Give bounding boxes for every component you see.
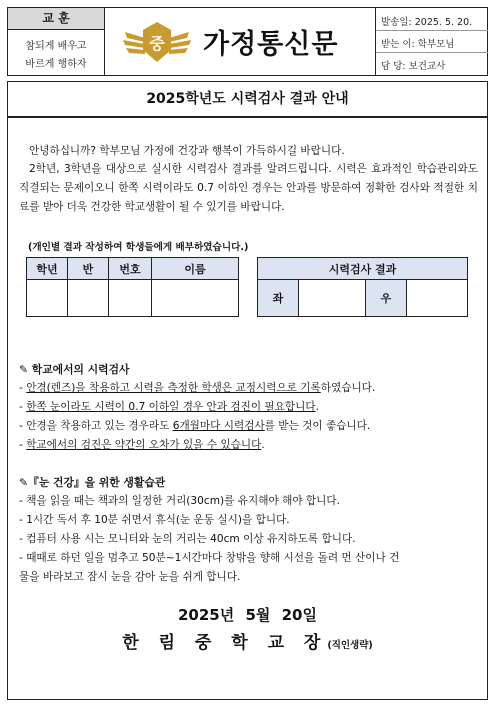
intro-greeting: 안녕하십니까? 학부모님 가정에 건강과 행복이 가득하시길 바랍니다. — [29, 145, 345, 157]
closing-date: 2025년 5월 20일 — [178, 606, 317, 624]
right-eye-value — [407, 280, 468, 317]
header-name: 이름 — [152, 258, 239, 280]
grade-cell — [27, 280, 68, 317]
page-title: 2025학년도 시력검사 결과 안내 — [8, 82, 487, 118]
school-exam-item: - 안경(렌즈)을 착용하고 시력을 측정한 학생은 교정시력으로 기록하였습니다. — [19, 382, 376, 394]
student-info-table — [26, 257, 239, 317]
meta-divider — [376, 30, 488, 31]
eye-health-item: - 컴퓨터 사용 시는 모니터와 눈의 거리는 40cm 이상 유지하도록 합니다. — [19, 533, 356, 545]
svg-text:중: 중 — [149, 34, 165, 53]
header-number: 번호 — [109, 258, 152, 280]
form-note: (개인별 결과 작성하여 학생들에게 배부하였습니다.) — [28, 242, 249, 253]
header-grade: 학년 — [27, 258, 68, 280]
eye-health-item: - 책을 읽을 때는 책과의 일정한 거리(30cm)를 유지해야 해야 합니다. — [19, 495, 340, 507]
result-header: 시력검사 결과 — [258, 258, 468, 280]
eye-health-item: - 1시간 독서 후 10분 쉬면서 휴식(눈 운동 실시)을 합니다. — [19, 514, 290, 526]
school-principal — [8, 628, 487, 653]
right-eye-label: 우 — [366, 280, 407, 317]
eye-health-item: 물을 바라보고 잠시 눈을 감아 눈을 쉬게 합니다. — [19, 571, 241, 583]
motto-line-2: 바르게 행하자 — [25, 59, 87, 70]
name-cell — [152, 280, 239, 317]
school-exam-item: - 학교에서의 검진은 약간의 오차가 있을 수 있습니다. — [19, 439, 265, 451]
school-exam-item: - 안경을 착용하고 있는 경우라도 6개월마다 시력검사를 받는 것이 좋습니다. — [19, 420, 371, 432]
masthead-title: 가정통신문 — [203, 29, 339, 60]
meta-divider — [376, 52, 488, 53]
letter-header — [7, 7, 488, 76]
recipient: 받는 이: 학부모님 — [381, 39, 455, 50]
school-motto — [8, 8, 105, 75]
section-eye-health-title: ✎『눈 건강』을 위한 생활습관 — [19, 476, 166, 489]
left-eye-label: 좌 — [258, 280, 299, 317]
intro-body: 2학년, 3학년을 대상으로 실시한 시력검사 결과를 알려드립니다. 시력은 효과적인 학습관리와도 직결되는 문제이오니 한쪽 시력이라도 0.7 이하인 경우는 안과를 방문하여 정확한 검사와 적절한 치료를 받아 더욱 건강한 학교생활이 될 수 있기를 바랍니다. — [19, 163, 478, 213]
letter-body — [7, 81, 488, 700]
issue-date: 발송일: 2025. 5. 20. — [381, 17, 473, 28]
left-eye-value — [299, 280, 366, 317]
class-cell — [68, 280, 109, 317]
motto-line-1: 참되게 배우고 — [25, 41, 87, 52]
school-exam-item: - 한쪽 눈이라도 시력이 0.7 이하일 경우 안과 검진이 필요합니다. — [19, 401, 319, 413]
number-cell — [109, 280, 152, 317]
school-emblem-icon — [123, 20, 191, 64]
header-class: 반 — [68, 258, 109, 280]
letter-meta — [375, 8, 488, 75]
principal-title: 한 림 중 학 교 장 — [122, 633, 328, 653]
section-school-exam-title: ✎ 학교에서의 시력검사 — [19, 363, 130, 376]
masthead-area — [105, 8, 375, 75]
contact: 담 당: 보건교사 — [381, 61, 446, 72]
vision-result-table — [257, 257, 468, 317]
motto-title: 교 훈 — [8, 8, 104, 30]
eye-health-item: - 때때로 하던 일을 멈추고 50분~1시간마다 창밖을 향해 시선을 돌려 먼 산이나 건 — [19, 552, 400, 564]
seal-note: (직인생략) — [327, 640, 373, 651]
